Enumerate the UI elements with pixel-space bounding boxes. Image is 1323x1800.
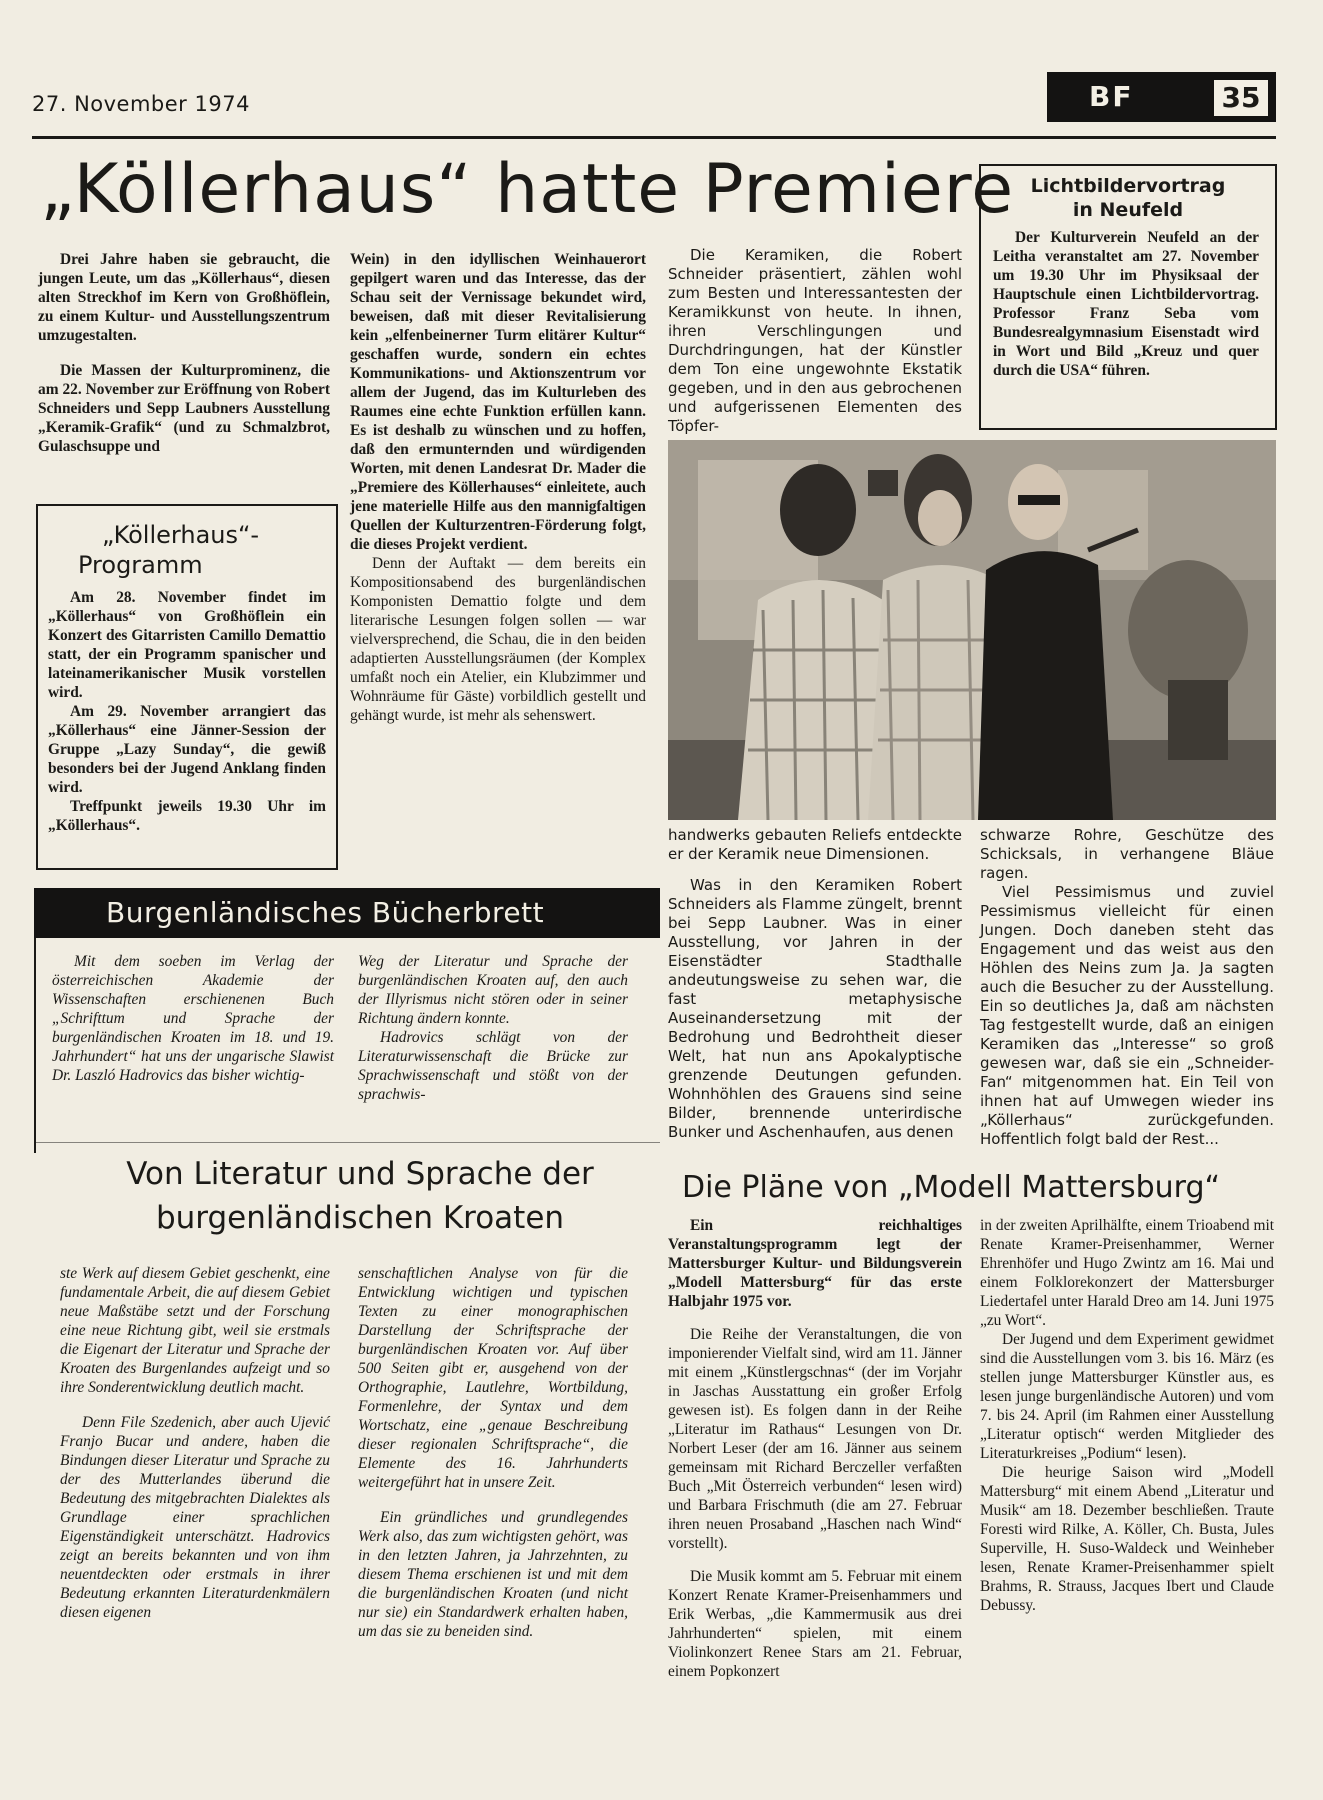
buecherbrett-text: Hadrovics schlägt von der Literaturwissenschaft die Brücke zur Sprachwissenschaft und stößt von der sprachwis- [358, 1029, 628, 1103]
lead-paragraph: Viel Pessimismus und zuviel Pessimismus vielleicht für einen Jungen. Doch daneben steht das Engagement und das weist aus den Höhlen des Neins zum Ja. Ja sagten auch die Besucher zu der Ausstellung. Ein so deutliches Ja, daß am nächsten Tag festgestellt wurde, daß an einigen Keramiken das „Interesse“ so groß gewesen war, daß sie ein „Schneider-Fan“ mitgenommen hat. Ein Teil von ihnen hat auf Umwegen wieder ins „Köllerhaus“ zurückgefunden. Hoffentlich folgt bald der Rest... [980, 883, 1274, 1148]
modell-headline: Die Pläne von „Modell Mattersburg“ [682, 1170, 1221, 1205]
programm-item: Treffpunkt jeweils 19.30 Uhr im „Köllerhaus“. [48, 798, 326, 834]
modell-column-2 [980, 1216, 1274, 1615]
lead-paragraph: Was in den Keramiken Robert Schneiders als Flamme züngelt, brennt bei Sepp Laubner. Was in einer Ausstellung, vor Jahren in der Eisenstädter Stadthalle andeutungsweise zu sehen war, die fast metaphysische Auseinandersetzung mit der Bedrohung und Bedrohtheit dieser Welt, hat nun ans Apokalyptische grenzende Deutungen gefunden. Wohnhöhlen des Grauens sind seine Bilder, brennende unterirdische Bunker und Aschenhaufen, aus denen [668, 876, 962, 1141]
von-literatur-text: ste Werk auf diesem Gebiet geschenkt, eine fundamentale Arbeit, die auf diesem Gebiet neue Maßstäbe setzt und der Forschung eine neue Richtung gibt, weil sie erstmals die Eigenart der Literatur und Sprache der Kroaten des Burgenlandes aufzeigt und so ihre Sonderentwicklung deutlich macht. [60, 1265, 330, 1396]
modell-lead: Ein reichhaltiges Veranstaltungsprogramm legt der Mattersburger Kultur- und Bildungsverein „Modell Mattersburg“ für das erste Halbjahr 1975 vor. [668, 1217, 962, 1310]
lichtbilder-box [979, 164, 1277, 430]
issue-date: 27. November 1974 [32, 92, 250, 116]
photo-image [668, 440, 1276, 820]
von-literatur-text: Ein gründliches und grundlegendes Werk also, das zum wichtigsten gehört, was in den letzten Jahren, ja Jahrzehnten, zu diesem Thema erschienen ist und mit dem die burgenländischen Kroaten (und nicht nur sie) ein Standardwerk erhalten haben, um das sie zu beneiden sind. [358, 1509, 628, 1640]
lichtbilder-text [993, 228, 1259, 380]
lead-intro: Drei Jahre haben sie gebraucht, die jungen Leute, um das „Köllerhaus“, diesen alten Streckhof im Kern von Großhöflein, zu einem Kultur- und Ausstellungszentrum umzugestalten. [38, 251, 330, 344]
programm-title: „Köllerhaus“- Programm [78, 521, 260, 579]
modell-paragraph: Der Jugend und dem Experiment gewidmet sind die Ausstellungen vom 3. bis 16. März (es stellen junge Mattersburger Künstler aus, es lesen junge burgenländische Autoren) und vom 7. bis 24. April (im Rahmen einer Ausstellung „Literatur optisch“ werden Mitglieder des Literaturkreises „Podium“ lesen). [980, 1331, 1274, 1462]
buecherbrett-text: Mit dem soeben im Verlag der österreichischen Akademie der Wissenschaften erschienenen Buch „Schrifttum und Sprache der burgenländischen Kroaten im 18. und 19. Jahrhundert“ hat uns der ungarische Slawist Dr. Laszló Hadrovics das bisher wichtig- [52, 953, 334, 1084]
buecherbrett-title: Burgenländisches Bücherbrett [106, 896, 545, 929]
lead-paragraph: Denn der Auftakt — dem bereits ein Kompositionsabend des burgenländischen Komponisten Demattio folgte und dem literarische Lesungen folgen sollen — war vielversprechend, die Schau, die in den beiden adaptierten Ausstellungsräumen (der Komplex umfaßt noch ein Atelier, ein Klubzimmer und Wohnräume für Gäste) vorbildlich gestellt und gehängt wurde, ist mehr als sehenswert. [350, 555, 646, 724]
lichtbilder-title: Lichtbildervortrag in Neufeld [1030, 175, 1226, 221]
lead-column-3 [668, 246, 962, 436]
lead-paragraph: Wein) in den idyllischen Weinhauerort gepilgert waren und das Interesse, das der Schau seit der Vernissage bekundet wird, beweisen, daß mit dieser Revitalisierung kein „elfenbeinerner Turm elitärer Kultur“ geschaffen wurde, sondern ein echtes Kommunikations- und Aktionszentrum vor allem der Jugend, das im Kulturleben des Raumes eine echte Funktion erfüllen kann. Es ist deshalb zu wünschen und zu hoffen, daß den ermunternden und würdigenden Worten, mit denen Landesrat Dr. Mader die „Premiere des Köllerhauses“ einleitete, auch jene materielle Hilfe aus den mannigfaltigen Quellen der Kulturzentren-Förderung folgt, die dieses Projekt verdient. [350, 251, 646, 553]
buecherbrett-column-2 [358, 952, 628, 1104]
section-label: BF [1089, 80, 1134, 113]
von-literatur-column-2 [358, 1264, 628, 1641]
page-number: 35 [1212, 78, 1270, 118]
main-headline: „Köllerhaus“ hatte Premiere [40, 150, 1015, 229]
box-rule [34, 1142, 660, 1143]
exhibition-photo [668, 440, 1276, 820]
lead-column-2 [350, 250, 646, 725]
von-literatur-column-1 [60, 1264, 330, 1622]
lead-column-3-continued [668, 826, 962, 1142]
buecherbrett-text: Weg der Literatur und Sprache der burgenländischen Kroaten auf, den auch der Illyrismus nicht stören oder in seiner Richtung ändern konnte. [358, 953, 628, 1027]
lead-column-4 [980, 826, 1274, 1149]
section-badge [1047, 72, 1276, 122]
von-literatur-headline: Von Literatur und Sprache der burgenländischen Kroaten [126, 1156, 594, 1236]
lead-paragraph: handwerks gebauten Reliefs entdeckte er der Keramik neue Dimensionen. [668, 826, 962, 863]
lead-paragraph: Die Massen der Kulturprominenz, die am 22. November zur Eröffnung von Robert Schneiders und Sepp Laubners Ausstellung „Keramik-Grafik“ (und zu Schmalzbrot, Gulaschsuppe und [38, 362, 330, 455]
programm-item: Am 29. November arrangiert das „Köllerhaus“ eine Jänner-Session der Gruppe „Lazy Sunday“, die gewiß besonders bei der Jugend Anklang finden wird. [48, 703, 326, 796]
von-literatur-text: senschaftlichen Analyse von für die Entwicklung wichtigen und typischen Texten zu einer monographischen Darstellung der Schriftsprache der burgenländischen Kroaten vor. Auf über 500 Seiten gibt er, ausgehend von der Orthographie, Lautlehre, Wortbildung, Formenlehre, der Syntax und dem Wortschatz, eine „genaue Beschreibung dieser regionalen Schriftsprache“, die Elemente des 16. Jahrhunderts weitergeführt hat in unsere Zeit. [358, 1265, 628, 1491]
modell-paragraph: Die heurige Saison wird „Modell Mattersburg“ mit einem Abend „Literatur und Musik“ am 18. Dezember beschließen. Traute Foresti wird Rilke, A. Köller, Ch. Busta, Jules Superville, H. Suso-Waldeck und Weinheber lesen, Renate Kramer-Preisenhammer spielt Brahms, R. Strauss, Jacques Ibert und Claude Debussy. [980, 1464, 1274, 1614]
header-rule [32, 136, 1276, 139]
modell-paragraph: Die Musik kommt am 5. Februar mit einem Konzert Renate Kramer-Preisenhammers und Erik Werbas, „die Kammermusik aus drei Jahrhunderten“ spielen, mit einem Violinkonzert Renee Stars am 21. Februar, einem Popkonzert [668, 1568, 962, 1680]
programm-item: Am 28. November findet im „Köllerhaus“ von Großhöflein ein Konzert des Gitarristen Camillo Demattio statt, der ein Programm spanischer und lateinamerikanischer Musik vorstellen wird. [48, 589, 326, 701]
buecherbrett-column-1 [52, 952, 334, 1085]
lead-column-1 [38, 250, 330, 456]
lead-paragraph: schwarze Rohre, Geschütze des Schicksals, in verhangene Bläue ragen. [980, 826, 1274, 882]
lead-paragraph: Die Keramiken, die Robert Schneider präsentiert, zählen wohl zum Besten und Interessantesten der Keramikkunst von heute. In ihnen, ihren Verschlingungen und Durchdringungen, hat der Künstler dem Ton eine ungewohnte Ekstatik gegeben, und in den aus gebrochenen und aufgerissenen Elementen des Töpfer- [668, 246, 962, 435]
buecherbrett-banner [34, 888, 660, 938]
modell-paragraph: Die Reihe der Veranstaltungen, die von imponierender Vielfalt sind, wird am 11. Jänner mit einem „Künstlergschnas“ (der im Vorjahr in Jaschas Ausstattung ein großer Erfolg gewesen ist). Es folgen dann in der Reihe „Literatur im Rathaus“ Lesungen von Dr. Norbert Leser (der am 16. Jänner aus seinem gemeinsam mit Richard Berczeller verfaßten Buch „Mit Österreich verbunden“ lesen wird) und Barbara Frischmuth (die am 27. Februar ihren neuen Prosaband „Haschen nach Wind“ vorstellt). [668, 1326, 962, 1552]
modell-paragraph: in der zweiten Aprilhälfte, einem Trioabend mit Renate Kramer-Preisenhammer, Werner Ehrenhöfer und Hugo Zwintz am 16. Mai und einem Folklorekonzert der Mattersburger Liedertafel unter Harald Dreo am 14. Juni 1975 „zu Wort“. [980, 1217, 1274, 1329]
von-literatur-text: Denn File Szedenich, aber auch Ujević Franjo Bucar und andere, haben die Bindungen dieser Literatur und Sprache zu der des Mutterlandes überund die Bedeutung des mitgebrachten Dialektes als Grundlage einer sprachlichen Eigenständigkeit unterschätzt. Hadrovics zeigt an bereits bekannten und von ihm neuentdeckten oder erstmals in ihrer Bedeutung erkannten Literaturdenkmälern diesen eigenen [60, 1414, 330, 1621]
programm-text [48, 588, 326, 835]
modell-column-1 [668, 1216, 962, 1681]
box-rule [34, 938, 36, 1153]
lichtbilder-body: Der Kulturverein Neufeld an der Leitha veranstaltet am 27. November um 19.30 Uhr im Physiksaal der Hauptschule einen Lichtbildervortrag. Professor Franz Seba vom Bundesrealgymnasium Eisenstadt wird in Wort und Bild „Kreuz und quer durch die USA“ führen. [993, 229, 1259, 379]
programm-box [36, 504, 338, 870]
